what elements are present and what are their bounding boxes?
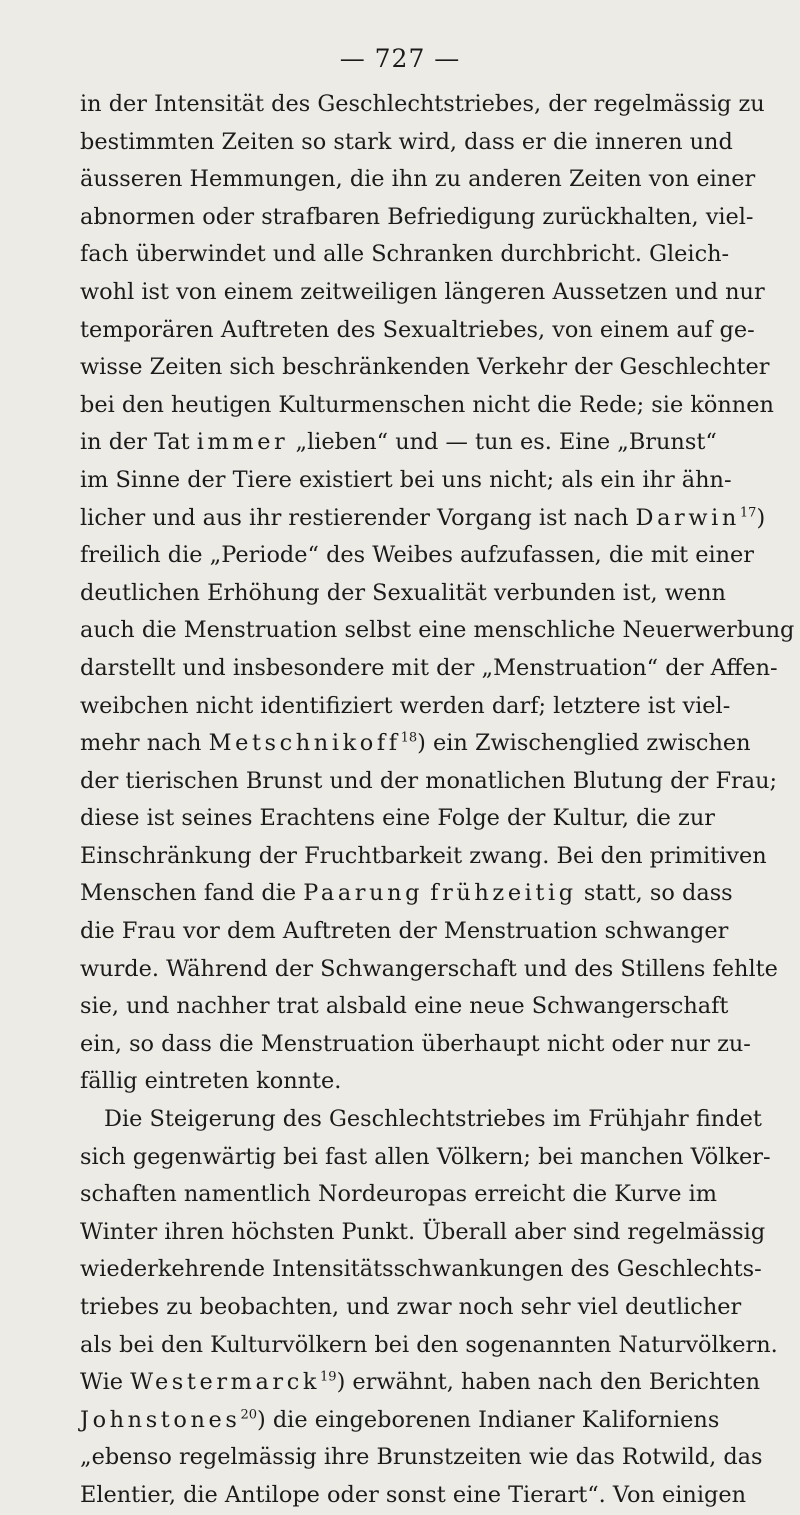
text-line: im Sinne der Tiere existiert bei uns nicht; als ein ihr ähn- [80,466,732,493]
text-line: temporären Auftreten des Sexualtriebes, von einem auf ge- [80,316,755,343]
text-line: freilich die „Periode“ des Weibes aufzufassen, die mit einer [80,542,755,569]
text-line: mehr nach Metschnikoff$^{18}$) ein Zwischenglied zwischen [80,730,751,757]
text-line: weibchen nicht identifiziert werden darf; letztere ist viel- [80,692,731,719]
body-text [80,86,795,1515]
text-line: „ebenso regelmässig ihre Brunstzeiten wie das Rotwild, das [80,1444,763,1471]
text-line: Einschränkung der Fruchtbarkeit zwang. Bei den primitiven [80,842,767,869]
text-line: Die Steigerung des Geschlechtstriebes im Frühjahr findet [104,1106,762,1133]
text-line: der tierischen Brunst und der monatlichen Blutung der Frau; [80,767,778,794]
text-line: bei den heutigen Kulturmenschen nicht die Rede; sie können [80,391,774,418]
text-line: Winter ihren höchsten Punkt. Überall aber sind regelmässig [80,1218,766,1245]
text-line: licher und aus ihr restierender Vorgang ist nach Darwin$^{17}$) [80,504,766,531]
text-line: wiederkehrende Intensitätsschwankungen des Geschlechts- [80,1256,762,1283]
text-line: Johnstones$^{20}$) die eingeborenen Indianer Kaliforniens [80,1406,720,1433]
text-line: sich gegenwärtig bei fast allen Völkern; bei manchen Völker- [80,1143,771,1170]
text-line: ein, so dass die Menstruation überhaupt nicht oder nur zu- [80,1030,751,1057]
text-line: bestimmten Zeiten so stark wird, dass er die inneren und [80,128,733,155]
text-line: in der Intensität des Geschlechtstriebes, der regelmässig zu [80,91,765,117]
text-line: darstellt und insbesondere mit der „Menstruation“ der Affen- [80,654,778,681]
text-line: auch die Menstruation selbst eine menschliche Neuerwerbung [80,617,795,644]
text-line: Wie Westermarck$^{19}$) erwähnt, haben nach den Berichten [80,1369,761,1396]
text-line: deutlichen Erhöhung der Sexualität verbunden ist, wenn [80,579,726,606]
text-line: abnormen oder strafbaren Befriedigung zurückhalten, viel- [80,203,754,230]
text-line: Menschen fand die Paarung frühzeitig statt, so dass [80,880,733,907]
text-line: fach überwindet und alle Schranken durchbricht. Gleich- [80,241,730,268]
text-line: fällig eintreten konnte. [80,1068,342,1095]
text-line: als bei den Kulturvölkern bei den sogenannten Naturvölkern. [80,1331,778,1358]
page-number: — 727 — [339,44,461,73]
text-line: diese ist seines Erachtens eine Folge der Kultur, die zur [80,805,715,832]
text-line: wisse Zeiten sich beschränkenden Verkehr der Geschlechter [80,354,770,381]
text-line: äusseren Hemmungen, die ihn zu anderen Zeiten von einer [80,166,756,193]
text-line: schaften namentlich Nordeuropas erreicht die Kurve im [80,1181,717,1208]
text-line: wurde. Während der Schwangerschaft und des Stillens fehlte [80,955,778,982]
text-line: Elentier, die Antilope oder sonst eine Tierart“. Von einigen [80,1481,747,1508]
text-line: die Frau vor dem Auftreten der Menstruation schwanger [80,918,729,945]
text-line: sie, und nachher trat alsbald eine neue Schwangerschaft [80,993,729,1020]
text-line: wohl ist von einem zeitweiligen längeren Aussetzen und nur [80,278,765,305]
text-line: in der Tat immer „lieben“ und — tun es. Eine „Brunst“ [80,429,717,456]
text-line: triebes zu beobachten, und zwar noch sehr viel deutlicher [80,1294,742,1320]
